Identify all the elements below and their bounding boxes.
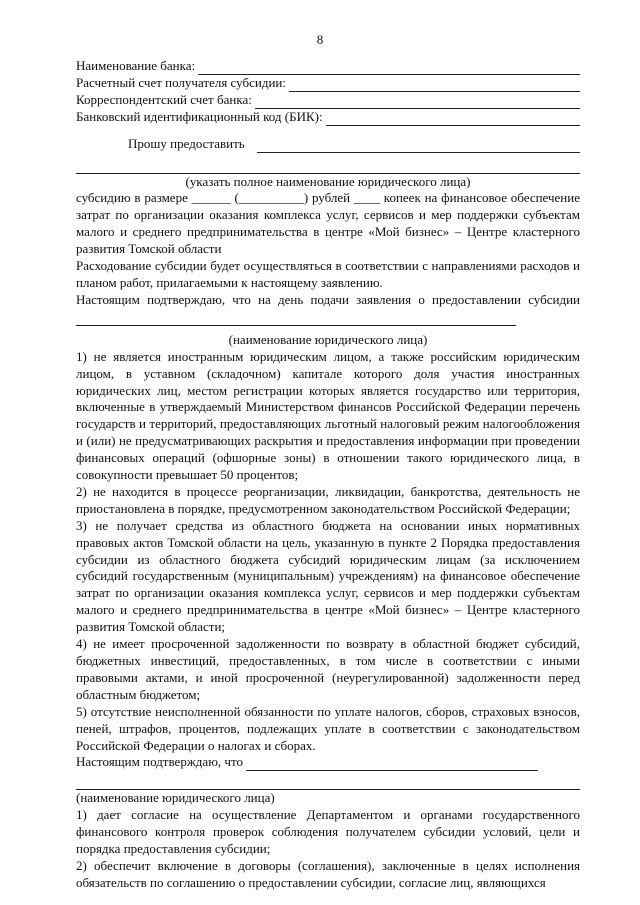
confirm2-org-field-line[interactable]	[76, 777, 580, 790]
settlement-account-label: Расчетный счет получателя субсидии:	[76, 74, 286, 90]
page-number: 8	[316, 32, 324, 47]
confirm-item-2: 2) не находится в процессе реорганизации, ликвидации, банкротства, деятельность не приостановлена в порядке, предусмотренном законодательством Российской Федерации;	[76, 483, 580, 516]
confirm-item-5: 5) отсутствие неисполненной обязанности по уплате налогов, сборов, страховых взносов, пеней, штрафов, процентов, подлежащих уплате в соответствии с законодательством Российской Федерации о налогах и сборах.	[76, 703, 580, 753]
settlement-account-field[interactable]	[289, 79, 580, 92]
correspondent-account-label: Корреспондентский счет банка:	[76, 91, 252, 107]
bank-name-field[interactable]	[198, 62, 580, 75]
usage-paragraph: Расходование субсидии будет осуществляться в соответствии с направлениями расходов и планом работ, прилагаемыми к настоящему заявлению.	[76, 258, 580, 290]
confirm-item-1: 1) не является иностранным юридическим лицом, а также российским юридическим лицом, в уставном (складочном) капитале которого доля участия иностранных юридических лиц, местом регистрации которых является государство или территория, включенные в утверждаемый Министерством финансов Российской Федерации перечень государств и территорий, предоставляющих льготный налоговый режим налогообложения и (или) не предусматривающих раскрытия и предоставления информации при проведении финансовых операций (офшорные зоны) в отношении такого юридического лица, в совокупности превышает 50 процентов;	[76, 348, 580, 483]
confirm-caption: (наименование юридического лица)	[228, 331, 428, 347]
bik-row	[76, 109, 580, 126]
bik-label: Банковский идентификационный код (БИК):	[76, 108, 323, 124]
application-form	[76, 58, 580, 892]
confirm2-row	[76, 754, 538, 771]
bik-field[interactable]	[326, 113, 580, 126]
confirm2-item-2: 2) обеспечит включение в договоры (соглашения), заключенные в целях исполнения обязательств по соглашению о предоставлении субсидии, согласие лиц, являющихся	[76, 857, 580, 890]
bank-name-label: Наименование банка:	[76, 58, 196, 73]
bank-name-row	[76, 58, 580, 75]
confirm2-item-1: 1) дает согласие на осуществление Департаментом и органами государственного финансового контроля проверок соблюдения получателем субсидии условий, цели и порядка предоставления субсидии;	[76, 807, 580, 857]
request-caption: (указать полное наименование юридического лица)	[185, 173, 471, 189]
confirm-item-3: 3) не получает средства из областного бюджета на основании иных нормативных правовых актов Томской области на цель, указанную в пункте 2 Порядка предоставления субсидии из областного бюджета субсидий юридическим лицам (за исключением субсидий государственным (муниципальным) учреждениям) на финансовое обеспечение затрат по организации оказания комплекса услуг, сервисов и мер поддержки субъектам малого и среднего предпринимательства в центре «Мой бизнес» – Центре кластерного развития Томской области;	[76, 517, 580, 635]
correspondent-account-row	[76, 92, 580, 109]
confirm-item-4: 4) не имеет просроченной задолженности по возврату в областной бюджет субсидий, бюджетных инвестиций, предоставленных, в том числе в соответствии с иными правовыми актами, и иной просроченной (неурегулированной) задолженности перед областным бюджетом;	[76, 636, 580, 702]
confirm-intro: Настоящим подтверждаю, что на день подачи заявления о предоставлении субсидии	[76, 291, 580, 307]
request-label: Прошу предоставить	[128, 135, 245, 151]
settlement-account-row	[76, 75, 580, 92]
confirm2-caption: (наименование юридического лица)	[76, 790, 275, 806]
request-org-field[interactable]	[257, 140, 580, 153]
confirm2-intro: Настоящим подтверждаю, что	[76, 754, 243, 770]
request-body: субсидию в размере ______ (__________) рублей ____ копеек на финансовое обеспечение затрат по организации оказания комплекса услуг, сервисов и мер поддержки субъектам малого и среднего предпринимательства в центре «Мой бизнес» – Центре кластерного развития Томской области	[76, 190, 580, 257]
confirm2-org-field[interactable]	[246, 758, 538, 771]
request-row	[76, 136, 580, 153]
request-org-field-line[interactable]	[76, 161, 580, 174]
correspondent-account-field[interactable]	[255, 96, 580, 109]
confirm-org-field[interactable]	[76, 313, 516, 326]
